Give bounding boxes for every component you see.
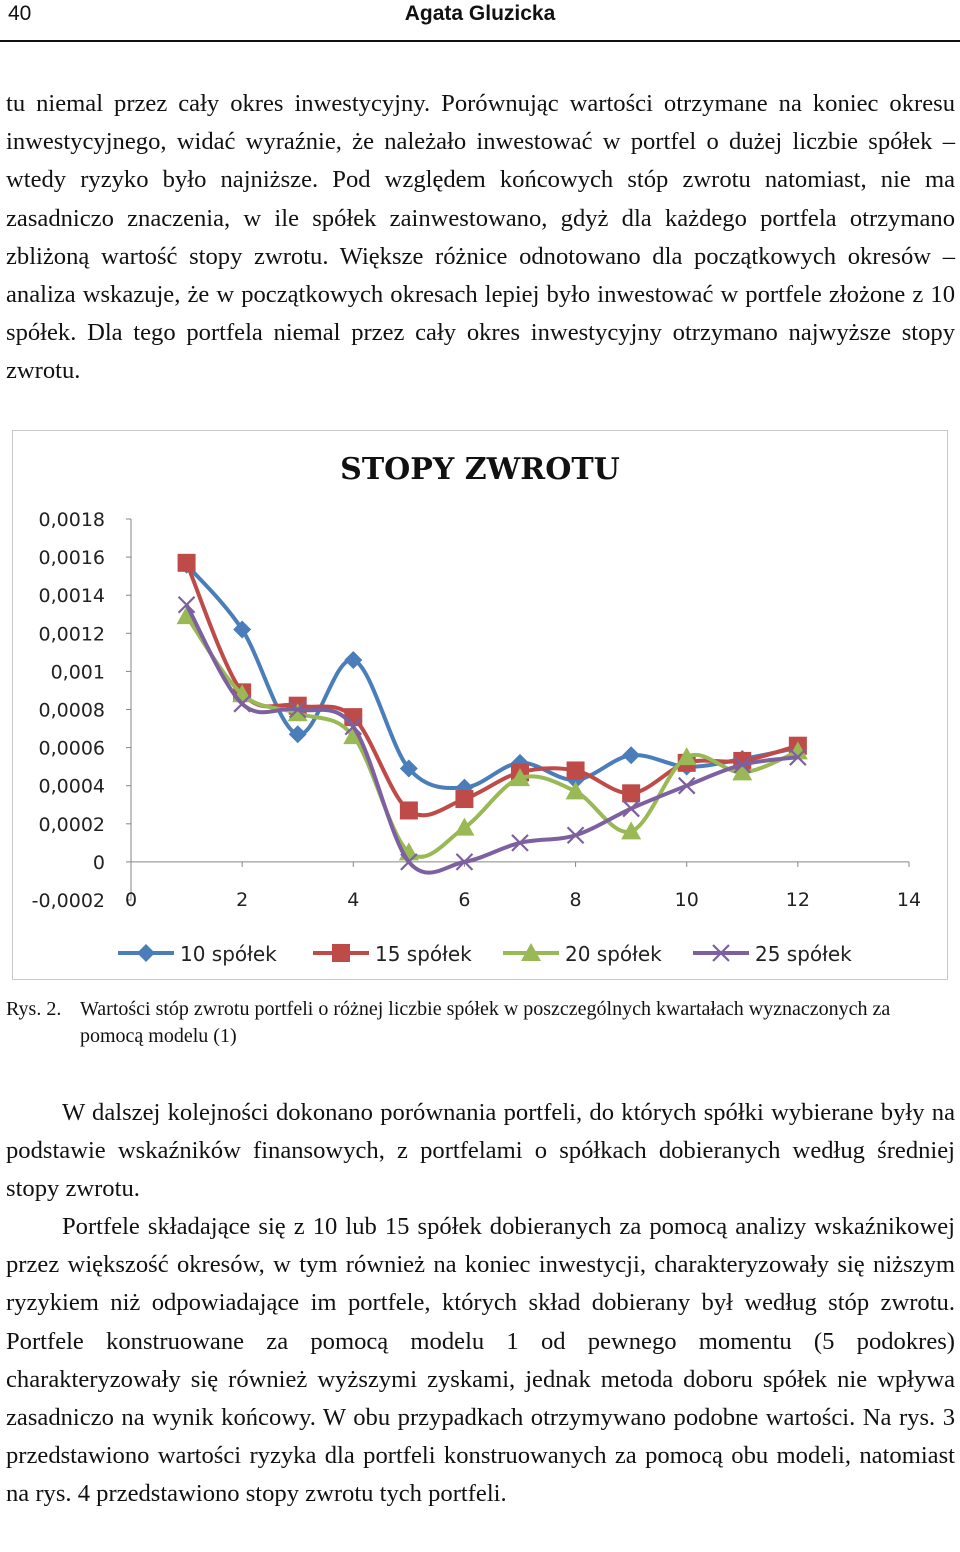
x-tick-label: 0 xyxy=(124,889,138,911)
caption-text: Wartości stóp zwrotu portfeli o różnej liczbie spółek w poszczególnych kwartałach wyznaczonych za pomocą modelu (1) xyxy=(80,998,891,1047)
y-tick-label: 0,001 xyxy=(50,661,105,684)
legend-marker-2 xyxy=(332,944,350,962)
y-tick-label: 0,0004 xyxy=(38,775,105,798)
data-point-series-2 xyxy=(178,554,196,572)
x-tick-label: 4 xyxy=(347,889,360,911)
legend-label-3: 20 spółek xyxy=(565,942,662,966)
data-point-series-1 xyxy=(622,746,640,764)
data-point-series-2 xyxy=(567,761,585,779)
y-tick-label: 0,0008 xyxy=(38,699,105,722)
data-point-series-2 xyxy=(400,801,418,819)
figure-chart xyxy=(12,430,948,980)
y-tick-label: 0 xyxy=(92,851,105,874)
x-tick-label: 14 xyxy=(896,889,922,911)
y-tick-label: 0,0002 xyxy=(38,813,105,836)
page-header xyxy=(0,0,960,44)
line-chart xyxy=(13,431,947,979)
y-tick-label: 0,0016 xyxy=(38,547,105,570)
legend-label-1: 10 spółek xyxy=(180,942,277,966)
y-tick-label: 0,0014 xyxy=(38,585,105,608)
figure-caption xyxy=(6,996,906,1050)
data-point-series-4 xyxy=(623,801,639,817)
legend-label-4: 25 spółek xyxy=(755,942,852,966)
data-point-series-2 xyxy=(622,784,640,802)
series-line-4 xyxy=(187,605,798,873)
y-tick-label: 0,0006 xyxy=(38,737,105,760)
legend-marker-1 xyxy=(137,944,155,962)
y-tick-label: 0,0018 xyxy=(38,509,105,531)
x-tick-label: 6 xyxy=(458,889,471,911)
data-point-series-4 xyxy=(679,778,695,794)
chart-title: STOPY ZWROTU xyxy=(340,452,620,487)
x-tick-label: 2 xyxy=(236,889,249,911)
header-rule xyxy=(0,40,960,42)
caption-label: Rys. 2. xyxy=(6,998,62,1020)
x-tick-label: 8 xyxy=(569,889,582,911)
paragraph-2: W dalszej kolejności dokonano porównania portfeli, do których spółki wybierane były na podstawie wskaźników finansowych, z portfelami o spółkach dobieranych według średniej stopy zwrotu. xyxy=(6,1099,955,1203)
page-number: 40 xyxy=(8,2,32,25)
y-tick-label: -0,0002 xyxy=(31,890,105,912)
paragraph-3: Portfele składające się z 10 lub 15 spółek dobieranych za pomocą analizy wskaźnikowej przez większość okresów, w tym również na koniec inwestycji, charakteryzowały się niższym ryzykiem niż odpowiadające im portfele, których skład dobierany był według stóp zwrotu. Portfele konstruowane za pomocą modelu 1 od pewnego momentu (5 podokres) charakteryzowały się również wyższymi zyskami, jednak metoda doboru spółek nie wpływa zasadniczo na wynik końcowy. W obu przypadkach otrzymywano podobne wartości. Na rys. 3 przedstawiono wartości ryzyka dla portfeli konstruowanych za pomocą obu modeli, natomiast na rys. 4 przedstawiono stopy zwrotu tych portfeli. xyxy=(6,1213,955,1508)
x-tick-label: 10 xyxy=(674,889,699,911)
data-point-series-3 xyxy=(566,781,586,799)
x-tick-label: 12 xyxy=(785,889,810,911)
legend-label-2: 15 spółek xyxy=(375,942,472,966)
paragraph-1: tu niemal przez cały okres inwestycyjny. Porównując wartości otrzymane na koniec okresu inwestycyjnego, widać wyraźnie, że należało inwestować w portfel o dużej liczbie spółek – wtedy ryzyko było najniższe. Pod względem końcowych stóp zwrotu natomiast, nie ma zasadniczo znaczenia, w ile spółek zainwestowano, gdyż dla każdego portfela otrzymano zbliżoną wartość stopy zwrotu. Większe różnice odnotowano dla początkowych okresów – analiza wskazuje, że w początkowych okresach lepiej było inwestować w portfele złożone z 10 spółek. Dla tego portfela niemal przez cały okres inwestycyjny otrzymano najwyższe stopy zwrotu. xyxy=(6,90,955,385)
series-line-1 xyxy=(187,565,798,788)
y-tick-label: 0,0012 xyxy=(38,623,105,646)
data-point-series-2 xyxy=(455,790,473,808)
series-line-3 xyxy=(187,616,798,857)
running-head-author: Agata Gluzicka xyxy=(404,2,556,25)
